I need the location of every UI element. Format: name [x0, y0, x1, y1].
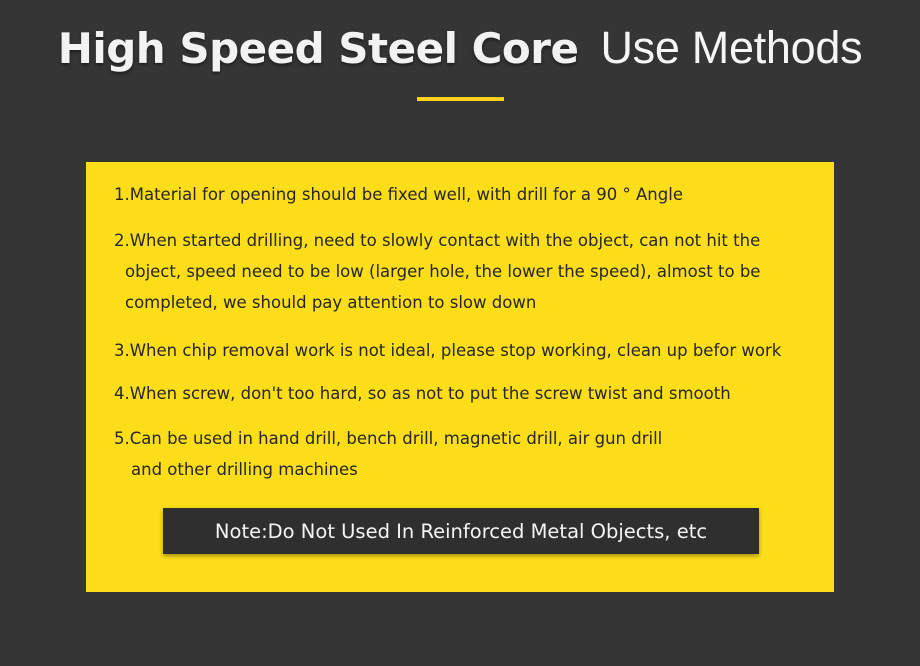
step-5: [114, 423, 662, 485]
step-5-line-2: and other drilling machines: [131, 460, 358, 479]
instructions-card: [86, 162, 834, 592]
step-5-line-1: 5.Can be used in hand drill, bench drill, magnetic drill, air gun drill: [114, 429, 663, 448]
step-4-line-1: 4.When screw, don't too hard, so as not to put the screw twist and smooth: [114, 384, 731, 403]
title-light-part: Use Methods: [600, 22, 863, 73]
note-text: Note:Do Not Used In Reinforced Metal Objects, etc: [214, 519, 708, 543]
step-2-line-2: object, speed need to be low (larger hole, the lower the speed), almost to be: [125, 262, 761, 281]
step-2-line-3: completed, we should pay attention to slow down: [125, 293, 537, 312]
note-banner: [163, 508, 759, 554]
step-3: [114, 335, 781, 366]
step-1: [114, 179, 683, 210]
step-4: [114, 378, 731, 409]
step-2-line-1: 2.When started drilling, need to slowly contact with the object, can not hit the: [114, 231, 761, 250]
page-title: [0, 22, 920, 74]
step-2: [114, 225, 760, 318]
title-bold-part: High Speed Steel Core: [57, 24, 579, 73]
step-1-line-1: 1.Material for opening should be fixed well, with drill for a 90 ° Angle: [114, 185, 683, 204]
title-underline: [417, 97, 504, 101]
step-3-line-1: 3.When chip removal work is not ideal, please stop working, clean up befor work: [114, 341, 782, 360]
